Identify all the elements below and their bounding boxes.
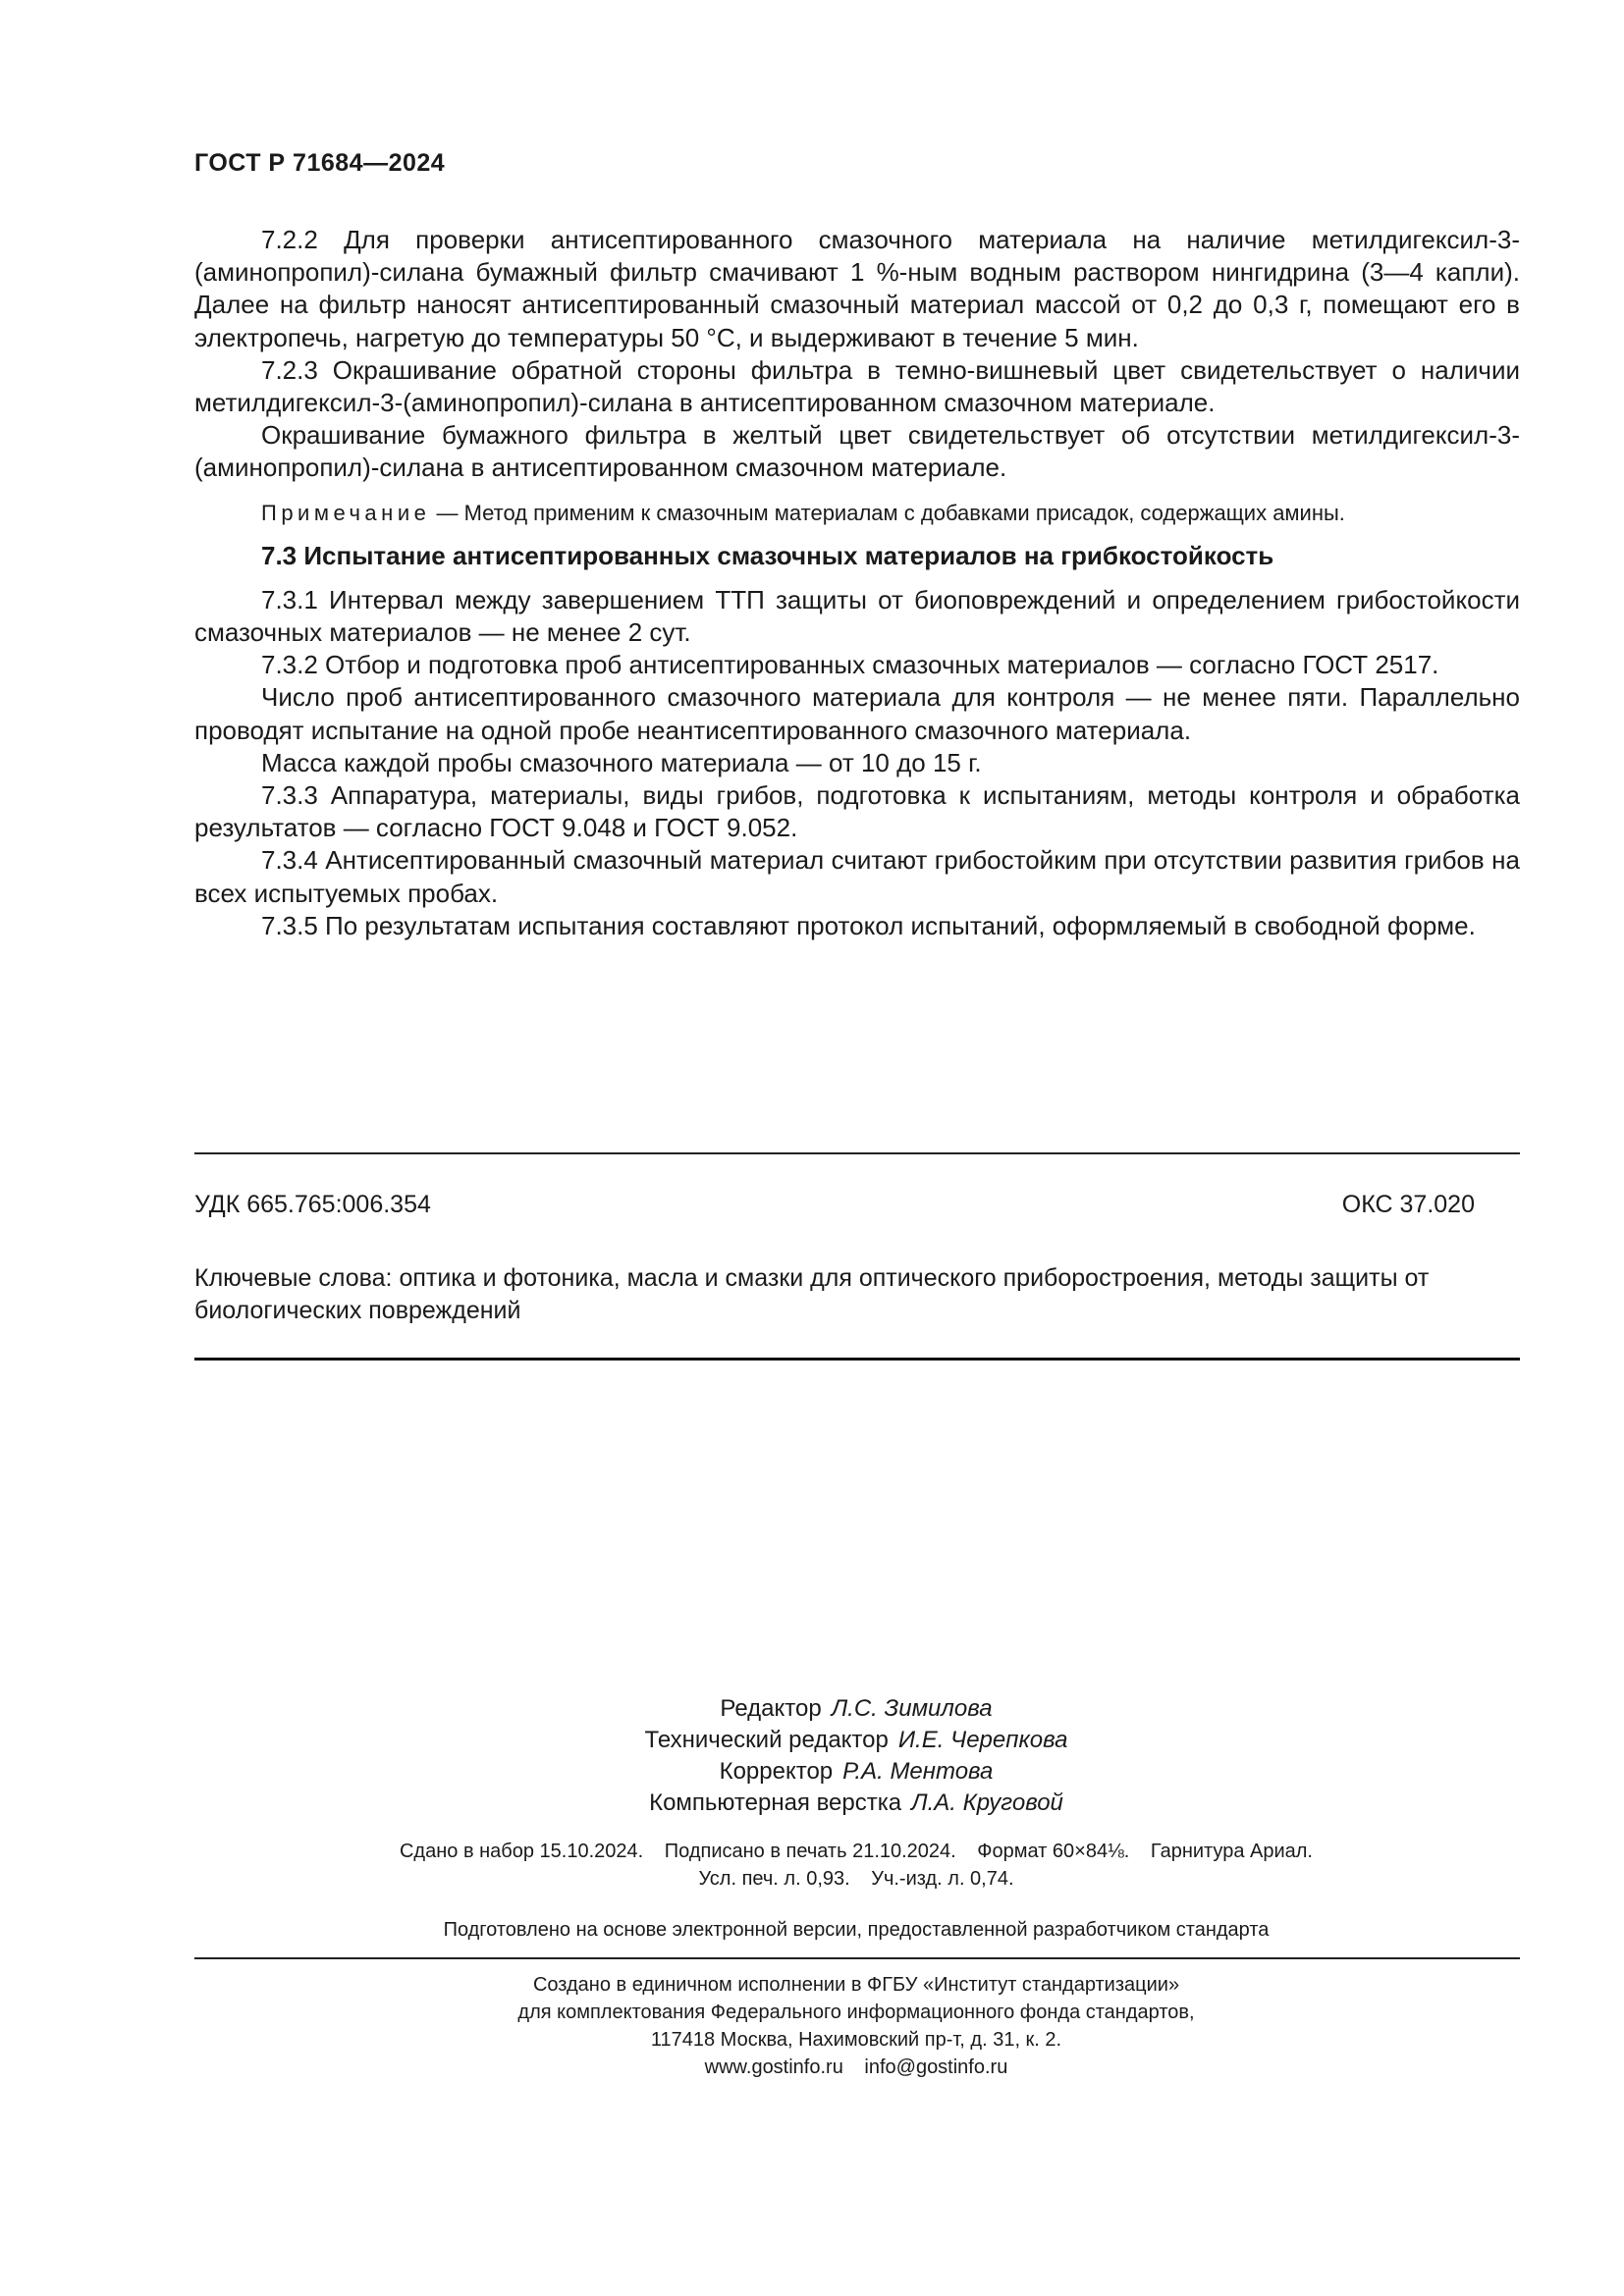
document-number-header: ГОСТ Р 71684—2024	[194, 149, 446, 177]
credit-role: Редактор	[720, 1695, 822, 1722]
publisher-line-1: Создано в единичном исполнении в ФГБУ «Институт стандартизации»	[532, 1974, 1180, 1996]
divider-top	[194, 1152, 1520, 1154]
credit-layout	[0, 1788, 1624, 1819]
publisher-contacts	[0, 2054, 1624, 2081]
oks-code: ОКС 37.020	[1341, 1191, 1475, 1218]
website-link[interactable]: www.gostinfo.ru	[704, 2056, 843, 2078]
paragraph-yellow-color: Окрашивание бумажного фильтра в желтый цвет свидетельствует об отсутствии метилдигексил-3-(аминопропил)-силана в антисептированном смазочном материале.	[194, 420, 1520, 483]
credit-name: Р.А. Ментова	[842, 1758, 994, 1785]
keywords: Ключевые слова: оптика и фотоника, масла и смазки для оптического приборостроения, методы защиты от биологических повреждений	[194, 1264, 1430, 1324]
credit-role: Технический редактор	[644, 1727, 889, 1753]
note-label: Примечание	[261, 500, 431, 525]
print-info	[0, 1838, 1624, 1893]
note-text: — Метод применим к смазочным материалам с добавками присадок, содержащих амины.	[430, 500, 1345, 525]
paragraph-sample-count: Число проб антисептированного смазочного материала для контроля — не менее пяти. Параллельно проводят испытание на одной пробе неантисептированного смазочного материала.	[194, 682, 1520, 745]
print-info-line-1	[0, 1838, 1624, 1865]
credit-role: Корректор	[719, 1758, 834, 1785]
signed-date: Подписано в печать 21.10.2024.	[664, 1841, 956, 1862]
paper-format: Формат 60×84⅛.	[977, 1841, 1130, 1862]
publisher-line-2: для комплектования Федерального информационного фонда стандартов,	[517, 2002, 1195, 2023]
udk-code: УДК 665.765:006.354	[194, 1191, 431, 1218]
credit-editor	[0, 1693, 1624, 1725]
paragraph-7-3-2: 7.3.2 Отбор и подготовка проб антисептированных смазочных материалов — согласно ГОСТ 2517.	[261, 650, 1439, 680]
note	[194, 499, 1520, 528]
paragraph-7-3-3: 7.3.3 Аппаратура, материалы, виды грибов, подготовка к испытаниям, методы контроля и обработка результатов — согласно ГОСТ 9.048 и ГОСТ 9.052.	[194, 780, 1520, 843]
edition-sheets: Уч.-изд. л. 0,74.	[871, 1868, 1014, 1890]
print-info-line-2	[0, 1865, 1624, 1893]
paragraph-7-3-5: 7.3.5 По результатам испытания составляют протокол испытаний, оформляемый в свободной форме.	[261, 910, 1476, 940]
credit-proofreader	[0, 1756, 1624, 1788]
paragraph-7-2-2: 7.2.2 Для проверки антисептированного смазочного материала на наличие метилдигексил-3-(аминопропил)-силана бумажный фильтр смачивают 1 %-ным водным раствором нингидрина (3—4 капли). Далее на фильтр наносят антисептированный смазочный материал массой от 0,2 до 0,3 г, помещают его в электропечь, нагретую до температуры 50 °С, и выдерживают в течение 5 мин.	[194, 225, 1520, 352]
divider-bottom	[194, 1957, 1520, 1959]
section-heading-7-3: 7.3 Испытание антисептированных смазочных материалов на грибкостойкость	[261, 540, 1274, 570]
credit-name: Л.С. Зимилова	[831, 1695, 993, 1722]
credit-tech-editor	[0, 1725, 1624, 1756]
prepared-note: Подготовлено на основе электронной версии, предоставленной разработчиком стандарта	[443, 1919, 1270, 1941]
typeface: Гарнитура Ариал.	[1150, 1841, 1313, 1862]
printed-sheets: Усл. печ. л. 0,93.	[698, 1868, 850, 1890]
editorial-credits	[0, 1693, 1624, 1819]
paragraph-sample-mass: Масса каждой пробы смазочного материала — от 10 до 15 г.	[261, 747, 982, 777]
credit-role: Компьютерная верстка	[649, 1789, 902, 1816]
paragraph-7-3-1: 7.3.1 Интервал между завершением ТТП защиты от биоповреждений и определением грибостойкости смазочных материалов — не менее 2 сут.	[194, 584, 1520, 648]
publisher-info	[0, 1971, 1624, 2081]
document-body	[194, 224, 1520, 942]
paragraph-7-2-3: 7.2.3 Окрашивание обратной стороны фильтра в темно-вишневый цвет свидетельствует о наличии метилдигексил-3-(аминопропил)-силана в антисептированном смазочном материале.	[194, 354, 1520, 418]
paragraph-7-3-4: 7.3.4 Антисептированный смазочный материал считают грибостойким при отсутствии развития грибов на всех испытуемых пробах.	[194, 845, 1520, 908]
email-link[interactable]: info@gostinfo.ru	[864, 2056, 1008, 2078]
publisher-address: 117418 Москва, Нахимовский пр-т, д. 31, к. 2.	[650, 2029, 1062, 2051]
credit-name: Л.А. Круговой	[911, 1789, 1063, 1816]
divider-keywords	[194, 1358, 1520, 1361]
credit-name: И.Е. Черепкова	[897, 1727, 1068, 1753]
submitted-date: Сдано в набор 15.10.2024.	[399, 1841, 644, 1862]
